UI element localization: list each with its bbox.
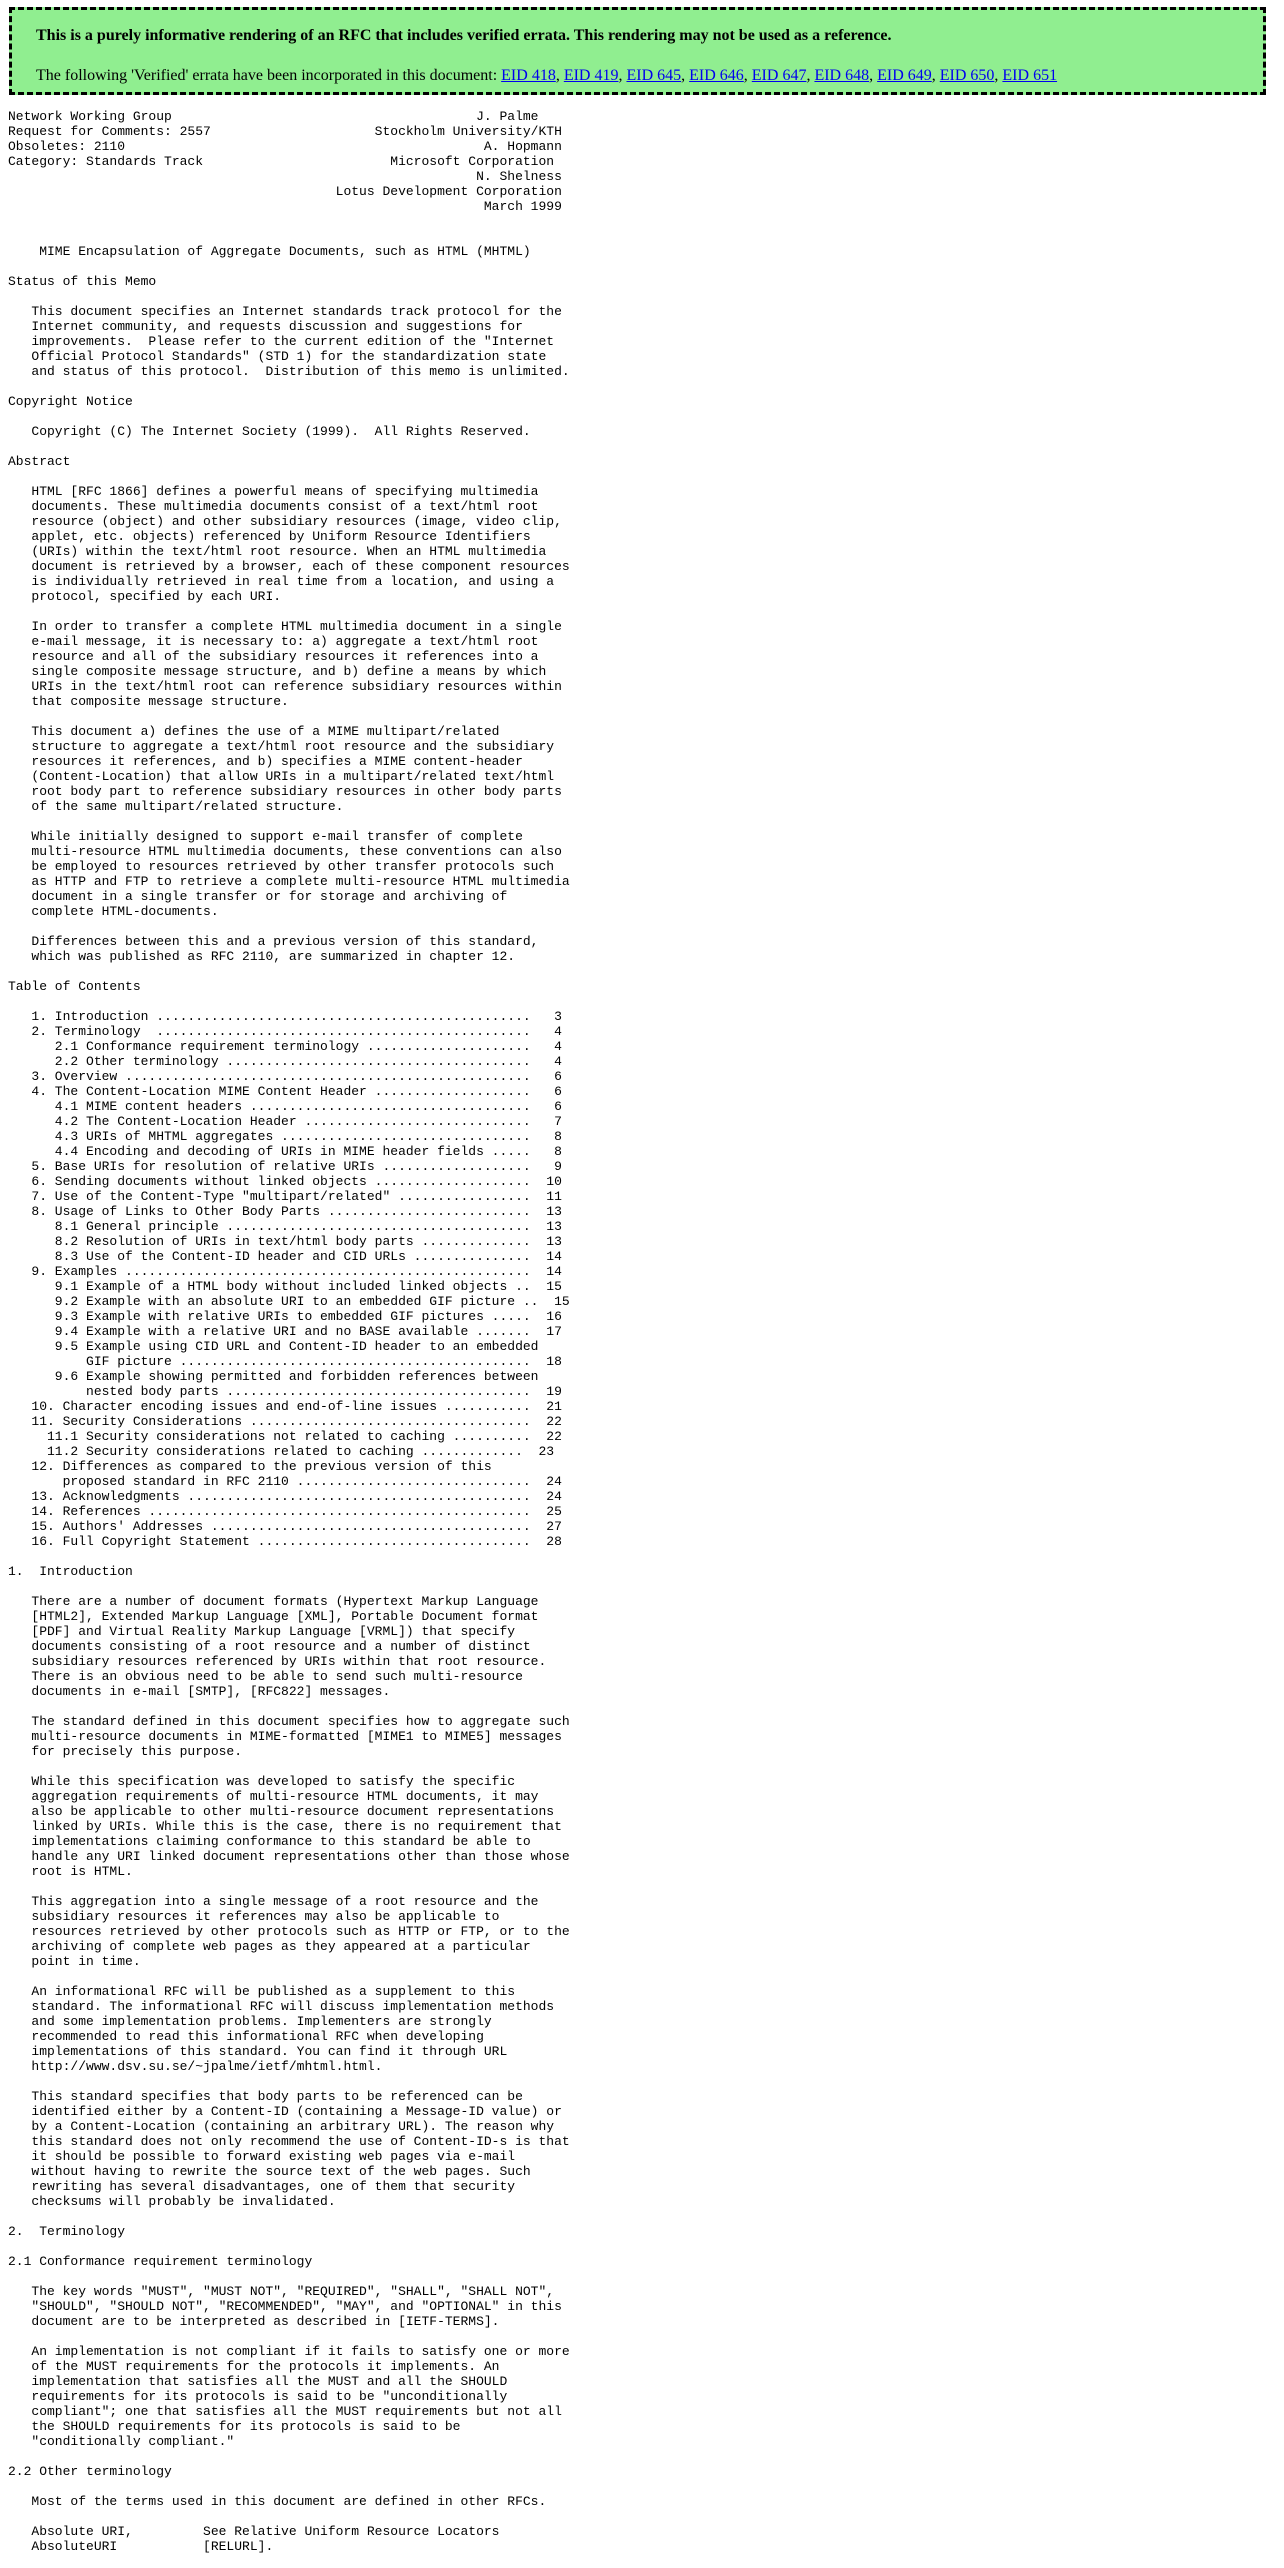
document-line: 9.6 Example showing permitted and forbidden references between bbox=[8, 1369, 539, 1384]
document-line bbox=[8, 2479, 570, 2494]
document-line: 2. Terminology ................................................ 4 bbox=[8, 1024, 562, 1039]
document-line: 9.4 Example with a relative URI and no BASE available ....... 17 bbox=[8, 1324, 562, 1339]
document-line: 9. Examples .................................................... 14 bbox=[8, 1264, 562, 1279]
errata-link[interactable]: EID 645 bbox=[626, 67, 682, 84]
document-line: GIF picture ............................................. 18 bbox=[8, 1354, 562, 1369]
document-line: this standard does not only recommend the use of Content-ID-s is that bbox=[8, 2134, 570, 2149]
document-line: Lotus Development Corporation bbox=[8, 184, 562, 199]
document-line: requirements for its protocols is said to be "unconditionally bbox=[8, 2389, 508, 2404]
document-line: Internet community, and requests discussion and suggestions for bbox=[8, 319, 523, 334]
document-line: 15. Authors' Addresses ......................................... 27 bbox=[8, 1519, 562, 1534]
errata-link-separator: , bbox=[806, 67, 815, 84]
document-line bbox=[8, 259, 570, 274]
document-line: http://www.dsv.su.se/~jpalme/ietf/mhtml.html. bbox=[8, 2059, 383, 2074]
document-line: 6. Sending documents without linked objects .................... 10 bbox=[8, 1174, 562, 1189]
document-line: is individually retrieved in real time from a location, and using a bbox=[8, 574, 555, 589]
document-line: 3. Overview .................................................... 6 bbox=[8, 1069, 562, 1084]
document-line: An implementation is not compliant if it fails to satisfy one or more bbox=[8, 2344, 570, 2359]
document-line: 2.2 Other terminology bbox=[8, 2464, 172, 2479]
document-line bbox=[8, 2449, 570, 2464]
document-line bbox=[8, 469, 570, 484]
document-line: Abstract bbox=[8, 454, 71, 469]
document-line: 4. The Content-Location MIME Content Header .................... 6 bbox=[8, 1084, 562, 1099]
document-line: of the same multipart/related structure. bbox=[8, 799, 344, 814]
rfc-document-text bbox=[8, 109, 570, 2554]
document-line bbox=[8, 709, 570, 724]
document-line bbox=[8, 1969, 570, 1984]
document-line: 11.2 Security considerations related to caching ............. 23 bbox=[8, 1444, 555, 1459]
document-line: subsidiary resources referenced by URIs within that root resource. bbox=[8, 1654, 547, 1669]
document-line: and some implementation problems. Implementers are strongly bbox=[8, 2014, 492, 2029]
document-line bbox=[8, 1699, 570, 1714]
document-line: 8.2 Resolution of URIs in text/html body parts .............. 13 bbox=[8, 1234, 562, 1249]
document-line: HTML [RFC 1866] defines a powerful means of specifying multimedia bbox=[8, 484, 539, 499]
document-line: 12. Differences as compared to the previous version of this bbox=[8, 1459, 492, 1474]
document-line: Table of Contents bbox=[8, 979, 141, 994]
document-line: linked by URIs. While this is the case, there is no requirement that bbox=[8, 1819, 562, 1834]
document-line: 14. References ................................................. 25 bbox=[8, 1504, 562, 1519]
document-line: Obsoletes: 2110 A. Hopmann bbox=[8, 139, 562, 154]
document-line: Most of the terms used in this document are defined in other RFCs. bbox=[8, 2494, 547, 2509]
document-line: of the MUST requirements for the protocols it implements. An bbox=[8, 2359, 500, 2374]
document-line: 2.1 Conformance requirement terminology ..................... 4 bbox=[8, 1039, 562, 1054]
document-line: 2. Terminology bbox=[8, 2224, 126, 2239]
errata-link[interactable]: EID 650 bbox=[939, 67, 995, 84]
document-line bbox=[8, 604, 570, 619]
document-line: This aggregation into a single message of a root resource and the bbox=[8, 1894, 539, 1909]
document-line: multi-resource HTML multimedia documents, these conventions can also bbox=[8, 844, 562, 859]
document-line: 4.3 URIs of MHTML aggregates ................................ 8 bbox=[8, 1129, 562, 1144]
document-line: 7. Use of the Content-Type "multipart/related" ................. 11 bbox=[8, 1189, 562, 1204]
document-line: be employed to resources retrieved by other transfer protocols such bbox=[8, 859, 555, 874]
errata-link[interactable]: EID 651 bbox=[1002, 67, 1058, 84]
document-line: as HTTP and FTP to retrieve a complete multi-resource HTML multimedia bbox=[8, 874, 570, 889]
document-line: This standard specifies that body parts to be referenced can be bbox=[8, 2089, 523, 2104]
document-line bbox=[8, 439, 570, 454]
document-line: resource (object) and other subsidiary resources (image, video clip, bbox=[8, 514, 562, 529]
errata-link-separator: , bbox=[555, 67, 564, 84]
document-line bbox=[8, 2269, 570, 2284]
document-line bbox=[8, 1879, 570, 1894]
document-line bbox=[8, 2239, 570, 2254]
document-line: nested body parts ....................................... 19 bbox=[8, 1384, 562, 1399]
document-line: (URIs) within the text/html root resource. When an HTML multimedia bbox=[8, 544, 547, 559]
document-line: document is retrieved by a browser, each of these component resources bbox=[8, 559, 570, 574]
document-line: 10. Character encoding issues and end-of-line issues ........... 21 bbox=[8, 1399, 562, 1414]
document-line: 1. Introduction ................................................ 3 bbox=[8, 1009, 562, 1024]
document-line: 8.3 Use of the Content-ID header and CID URLs ............... 14 bbox=[8, 1249, 562, 1264]
document-line: URIs in the text/html root can reference subsidiary resources within bbox=[8, 679, 562, 694]
document-line: Official Protocol Standards" (STD 1) for the standardization state bbox=[8, 349, 547, 364]
document-line: An informational RFC will be published as a supplement to this bbox=[8, 1984, 516, 1999]
document-line: 4.1 MIME content headers .................................... 6 bbox=[8, 1099, 562, 1114]
document-line: applet, etc. objects) referenced by Uniform Resource Identifiers bbox=[8, 529, 531, 544]
document-line bbox=[8, 919, 570, 934]
document-line: complete HTML-documents. bbox=[8, 904, 219, 919]
document-line: Absolute URI, See Relative Uniform Resource Locators bbox=[8, 2524, 500, 2539]
document-line bbox=[8, 1579, 570, 1594]
errata-link-separator: , bbox=[743, 67, 752, 84]
document-line bbox=[8, 214, 570, 229]
document-line: Status of this Memo bbox=[8, 274, 157, 289]
document-line: Differences between this and a previous version of this standard, bbox=[8, 934, 539, 949]
document-line: resources it references, and b) specifies a MIME content-header bbox=[8, 754, 523, 769]
errata-link[interactable]: EID 419 bbox=[563, 67, 619, 84]
document-line: Network Working Group J. Palme bbox=[8, 109, 539, 124]
document-line: multi-resource documents in MIME-formatted [MIME1 to MIME5] messages bbox=[8, 1729, 562, 1744]
document-line bbox=[8, 814, 570, 829]
document-line: proposed standard in RFC 2110 .............................. 24 bbox=[8, 1474, 562, 1489]
document-line: protocol, specified by each URI. bbox=[8, 589, 282, 604]
document-line: by a Content-Location (containing an arbitrary URL). The reason why bbox=[8, 2119, 555, 2134]
errata-link[interactable]: EID 649 bbox=[877, 67, 932, 84]
document-line: for precisely this purpose. bbox=[8, 1744, 243, 1759]
document-line: documents consisting of a root resource and a number of distinct bbox=[8, 1639, 531, 1654]
document-line: Category: Standards Track Microsoft Corporation bbox=[8, 154, 555, 169]
document-line bbox=[8, 379, 570, 394]
document-line bbox=[8, 229, 570, 244]
document-line: This document a) defines the use of a MIME multipart/related bbox=[8, 724, 500, 739]
document-line bbox=[8, 1549, 570, 1564]
errata-link[interactable]: EID 648 bbox=[814, 67, 870, 84]
document-line: [PDF] and Virtual Reality Markup Language [VRML]) that specify bbox=[8, 1624, 516, 1639]
document-line: implementations of this standard. You can find it through URL bbox=[8, 2044, 508, 2059]
document-line bbox=[8, 994, 570, 1009]
document-line: 4.2 The Content-Location Header ............................. 7 bbox=[8, 1114, 562, 1129]
document-line: 2.1 Conformance requirement terminology bbox=[8, 2254, 313, 2269]
document-line: N. Shelness bbox=[8, 169, 562, 184]
errata-link[interactable]: EID 646 bbox=[689, 67, 744, 84]
document-line: checksums will probably be invalidated. bbox=[8, 2194, 336, 2209]
document-line: There is an obvious need to be able to send such multi-resource bbox=[8, 1669, 523, 1684]
document-line: root is HTML. bbox=[8, 1864, 133, 1879]
errata-link-separator: , bbox=[681, 67, 690, 84]
document-line: compliant"; one that satisfies all the MUST requirements but not all bbox=[8, 2404, 562, 2419]
document-line: and status of this protocol. Distribution of this memo is unlimited. bbox=[8, 364, 570, 379]
document-line: This document specifies an Internet standards track protocol for the bbox=[8, 304, 562, 319]
document-line: AbsoluteURI [RELURL]. bbox=[8, 2539, 274, 2554]
document-line: identified either by a Content-ID (containing a Message-ID value) or bbox=[8, 2104, 562, 2119]
document-line: "conditionally compliant." bbox=[8, 2434, 235, 2449]
document-line: archiving of complete web pages as they appeared at a particular bbox=[8, 1939, 531, 1954]
document-line: which was published as RFC 2110, are summarized in chapter 12. bbox=[8, 949, 516, 964]
document-line: e-mail message, it is necessary to: a) aggregate a text/html root bbox=[8, 634, 539, 649]
document-line: improvements. Please refer to the current edition of the "Internet bbox=[8, 334, 555, 349]
document-line: The standard defined in this document specifies how to aggregate such bbox=[8, 1714, 570, 1729]
document-line: document in a single transfer or for storage and archiving of bbox=[8, 889, 508, 904]
document-line bbox=[8, 289, 570, 304]
document-line: subsidiary resources it references may also be applicable to bbox=[8, 1909, 500, 1924]
document-line: 9.2 Example with an absolute URI to an embedded GIF picture .. 15 bbox=[8, 1294, 570, 1309]
document-line: 8. Usage of Links to Other Body Parts .......................... 13 bbox=[8, 1204, 562, 1219]
document-line: aggregation requirements of multi-resource HTML documents, it may bbox=[8, 1789, 539, 1804]
document-line: recommended to read this informational RFC when developing bbox=[8, 2029, 484, 2044]
document-line: 11.1 Security considerations not related to caching .......... 22 bbox=[8, 1429, 562, 1444]
document-line: documents. These multimedia documents consist of a text/html root bbox=[8, 499, 539, 514]
document-line: the SHOULD requirements for its protocols is said to be bbox=[8, 2419, 461, 2434]
errata-link-separator: , bbox=[994, 67, 1003, 84]
document-line: that composite message structure. bbox=[8, 694, 289, 709]
errata-title: This is a purely informative rendering of an RFC that includes verified errata. This rendering may not be used as a reference. bbox=[36, 27, 892, 44]
errata-link[interactable]: EID 647 bbox=[751, 67, 807, 84]
document-line: Copyright (C) The Internet Society (1999). All Rights Reserved. bbox=[8, 424, 531, 439]
document-line: "SHOULD", "SHOULD NOT", "RECOMMENDED", "MAY", and "OPTIONAL" in this bbox=[8, 2299, 562, 2314]
document-line: In order to transfer a complete HTML multimedia document in a single bbox=[8, 619, 562, 634]
document-line: without having to rewrite the source text of the web pages. Such bbox=[8, 2164, 531, 2179]
document-line: Copyright Notice bbox=[8, 394, 133, 409]
document-line: implementations claiming conformance to this standard be able to bbox=[8, 1834, 531, 1849]
errata-notice bbox=[9, 7, 1266, 95]
document-line: 9.3 Example with relative URIs to embedded GIF pictures ..... 16 bbox=[8, 1309, 562, 1324]
document-line: standard. The informational RFC will discuss implementation methods bbox=[8, 1999, 555, 2014]
document-line bbox=[8, 1759, 570, 1774]
document-line: single composite message structure, and b) define a means by which bbox=[8, 664, 547, 679]
errata-link-separator: , bbox=[618, 67, 627, 84]
document-line: resource and all of the subsidiary resources it references into a bbox=[8, 649, 539, 664]
document-line: Request for Comments: 2557 Stockholm University/KTH bbox=[8, 124, 562, 139]
errata-link-separator: , bbox=[931, 67, 940, 84]
document-line: 11. Security Considerations .................................... 22 bbox=[8, 1414, 562, 1429]
document-line: 5. Base URIs for resolution of relative URIs ................... 9 bbox=[8, 1159, 562, 1174]
document-line bbox=[8, 2209, 570, 2224]
document-line: rewriting has several disadvantages, one of them that security bbox=[8, 2179, 516, 2194]
document-line: document are to be interpreted as described in [IETF-TERMS]. bbox=[8, 2314, 500, 2329]
errata-link[interactable]: EID 418 bbox=[501, 67, 556, 84]
errata-intro: The following 'Verified' errata have been incorporated in this document: bbox=[36, 67, 502, 84]
document-line: also be applicable to other multi-resource document representations bbox=[8, 1804, 555, 1819]
document-line: March 1999 bbox=[8, 199, 562, 214]
document-line: (Content-Location) that allow URIs in a multipart/related text/html bbox=[8, 769, 555, 784]
document-line: resources retrieved by other protocols such as HTTP or FTP, or to the bbox=[8, 1924, 570, 1939]
document-line: 9.5 Example using CID URL and Content-ID header to an embedded bbox=[8, 1339, 539, 1354]
document-line: documents in e-mail [SMTP], [RFC822] messages. bbox=[8, 1684, 391, 1699]
document-line: MIME Encapsulation of Aggregate Documents, such as HTML (MHTML) bbox=[8, 244, 531, 259]
document-line: 1. Introduction bbox=[8, 1564, 133, 1579]
document-line: 8.1 General principle ....................................... 13 bbox=[8, 1219, 562, 1234]
document-line: 16. Full Copyright Statement ................................... 28 bbox=[8, 1534, 562, 1549]
errata-link-separator: , bbox=[869, 67, 878, 84]
errata-links bbox=[501, 67, 1057, 84]
document-line: root body part to reference subsidiary resources in other body parts bbox=[8, 784, 562, 799]
document-line: 13. Acknowledgments ............................................ 24 bbox=[8, 1489, 562, 1504]
document-line: structure to aggregate a text/html root resource and the subsidiary bbox=[8, 739, 555, 754]
document-line: There are a number of document formats (Hypertext Markup Language bbox=[8, 1594, 539, 1609]
document-line: 2.2 Other terminology ....................................... 4 bbox=[8, 1054, 562, 1069]
document-line: 9.1 Example of a HTML body without included linked objects .. 15 bbox=[8, 1279, 562, 1294]
document-line bbox=[8, 964, 570, 979]
document-line bbox=[8, 2074, 570, 2089]
document-line: 4.4 Encoding and decoding of URIs in MIME header fields ..... 8 bbox=[8, 1144, 562, 1159]
document-line: point in time. bbox=[8, 1954, 141, 1969]
document-line: handle any URI linked document representations other than those whose bbox=[8, 1849, 570, 1864]
document-line bbox=[8, 409, 570, 424]
errata-links-line bbox=[36, 66, 1263, 86]
document-line bbox=[8, 2329, 570, 2344]
document-line: While this specification was developed to satisfy the specific bbox=[8, 1774, 516, 1789]
document-line bbox=[8, 2509, 570, 2524]
document-line: it should be possible to forward existing web pages via e-mail bbox=[8, 2149, 516, 2164]
document-line: implementation that satisfies all the MUST and all the SHOULD bbox=[8, 2374, 508, 2389]
document-line: The key words "MUST", "MUST NOT", "REQUIRED", "SHALL", "SHALL NOT", bbox=[8, 2284, 555, 2299]
document-line: [HTML2], Extended Markup Language [XML], Portable Document format bbox=[8, 1609, 539, 1624]
document-line: While initially designed to support e-mail transfer of complete bbox=[8, 829, 523, 844]
